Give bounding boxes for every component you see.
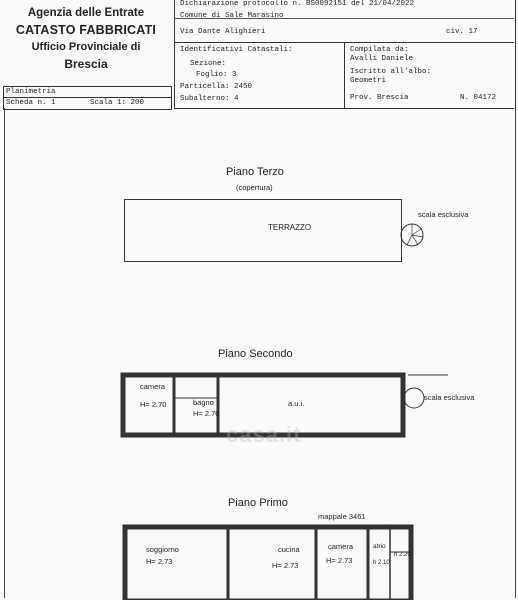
second-bagno-label: bagno xyxy=(193,398,214,407)
cadastral-particella: Particella: 2450 xyxy=(180,83,253,91)
divider xyxy=(3,97,171,98)
profession: Geometri xyxy=(350,77,387,85)
office-name: CATASTO FABBRICATI xyxy=(15,23,157,37)
scale-value: Scala 1: 200 xyxy=(90,99,145,107)
third-stair-label: scala esclusiva xyxy=(418,210,469,219)
second-floor-plan xyxy=(118,370,514,440)
second-floor-title: Piano Secondo xyxy=(218,348,293,360)
cucina-height: H= 2.73 xyxy=(272,561,299,570)
plan-type: Planimetria xyxy=(6,88,56,96)
atrio-height: h 2.10 xyxy=(373,560,390,566)
comune-text: Comune di Sale Marasino xyxy=(180,12,284,20)
second-camera-height: H= 2.70 xyxy=(140,400,167,409)
watermark: casa.it xyxy=(226,422,302,447)
compiled-name: Avalli Daniele xyxy=(350,55,414,63)
wc-height: h 2.20 xyxy=(394,552,411,558)
cadastral-title: Identificativi Catastali: xyxy=(180,46,293,54)
register-number: N. 04172 xyxy=(460,94,497,102)
first-camera-label: camera xyxy=(328,542,354,551)
cadastral-subalterno: Subalterno: 4 xyxy=(180,95,239,103)
civic-number: civ. 17 xyxy=(446,28,478,36)
third-floor-title: Piano Terzo xyxy=(226,166,284,178)
office-subtitle: Ufficio Provinciale di xyxy=(31,41,141,53)
terrace-outline xyxy=(124,199,402,262)
atrio-label: atrio xyxy=(373,543,386,550)
spiral-stair-icon xyxy=(398,218,428,252)
second-aui-label: a.u.i. xyxy=(288,399,305,408)
cadastral-sezione: Sezione: xyxy=(190,60,227,68)
mappale-label: mappale 3461 xyxy=(318,512,366,521)
soggiorno-height: H= 2.73 xyxy=(146,557,173,566)
albo-label: Iscritto all'albo: xyxy=(350,68,432,76)
terrace-label: TERRAZZO xyxy=(268,223,312,232)
second-bagno-height: H= 2.70 xyxy=(193,409,220,418)
second-stair-label: scala esclusiva xyxy=(424,393,475,402)
agency-header xyxy=(2,5,170,73)
protocol-text: Dichiarazione protocollo n. BS0092151 del 21/04/2022 xyxy=(180,0,415,8)
scheda-number: Scheda n. 1 xyxy=(6,99,56,107)
province: Prov. Brescia xyxy=(350,94,409,102)
address-text: Via Dante Alighieri xyxy=(180,28,266,36)
third-floor-note: (copertura) xyxy=(236,183,273,192)
first-floor-title: Piano Primo xyxy=(228,497,288,509)
compiled-title: Compilata da: xyxy=(350,46,409,54)
divider xyxy=(344,42,345,108)
office-city: Brescia xyxy=(64,57,108,71)
cadastral-foglio: Foglio: 3 xyxy=(196,71,237,79)
cucina-label: cucina xyxy=(278,545,300,554)
soggiorno-label: soggiorno xyxy=(146,545,179,554)
first-camera-height: H= 2.73 xyxy=(326,556,353,565)
second-camera-label: camera xyxy=(140,382,166,391)
agency-name: Agenzia delle Entrate xyxy=(27,7,145,19)
